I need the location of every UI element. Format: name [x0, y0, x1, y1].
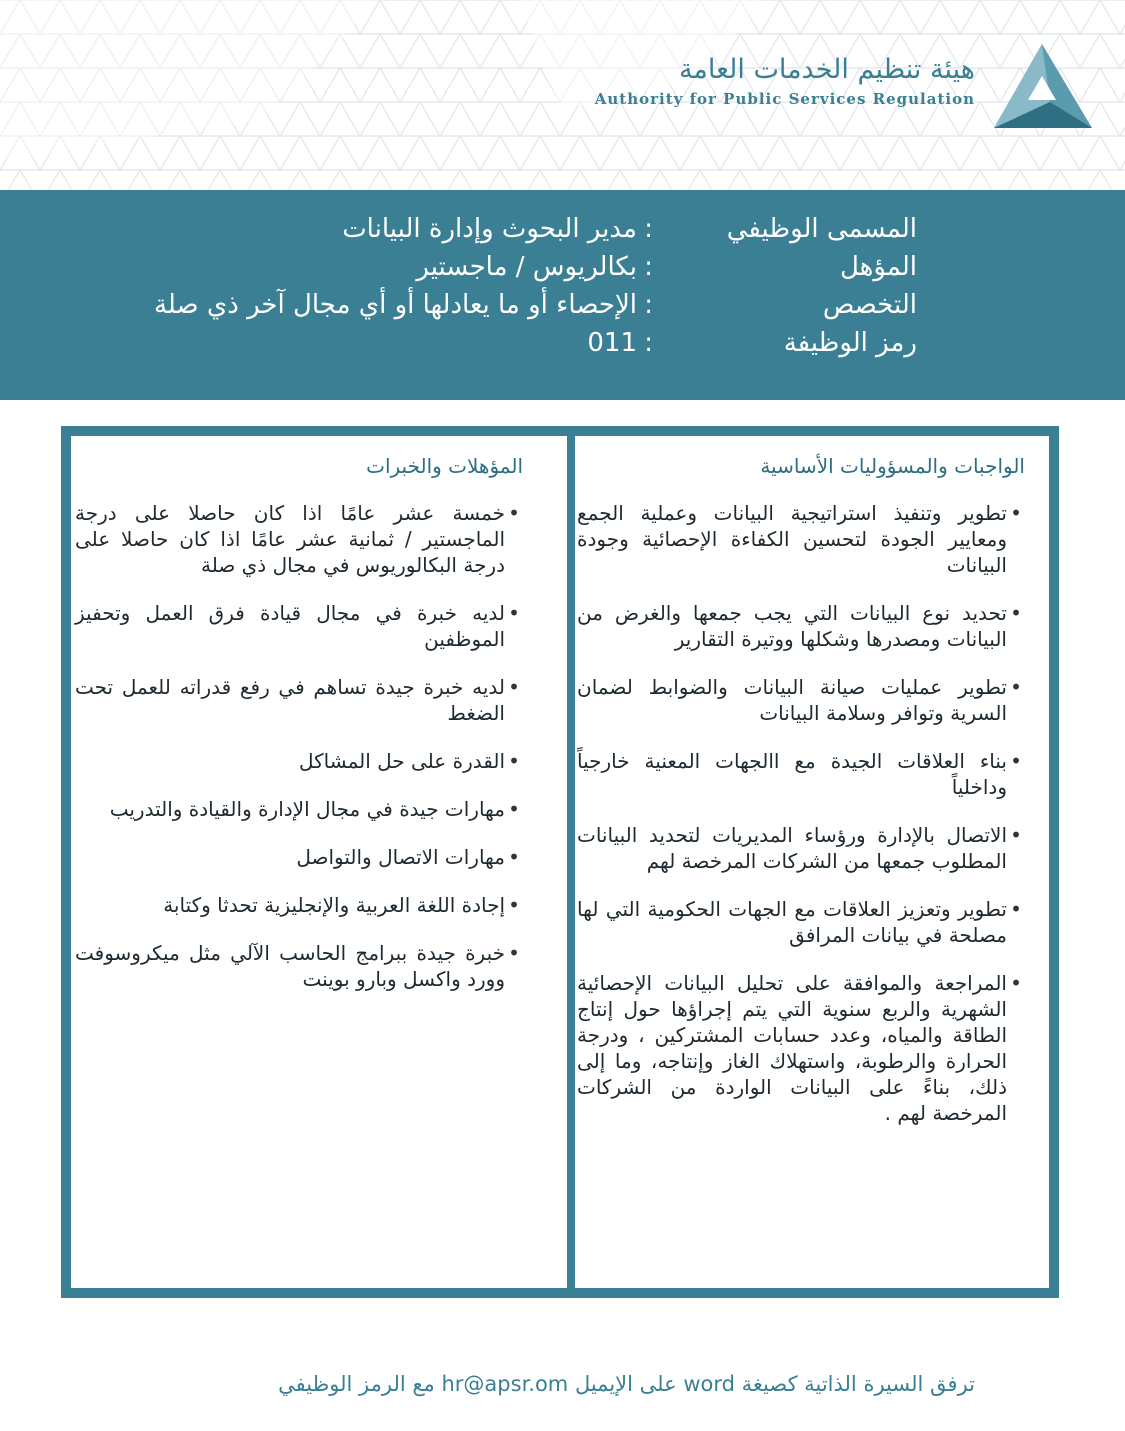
qualification-text: لديه خبرة جيدة تساهم في رفع قدراته للعمل تحت الضغط: [75, 675, 505, 725]
job-code-row: [0, 328, 1125, 366]
duties-title: الواجبات والمسؤوليات الأساسية: [760, 454, 1025, 478]
job-title-row: [0, 214, 1125, 252]
list-item: [75, 892, 523, 918]
duty-text: تطوير وتنفيذ استراتيجية البيانات وعملية الجمع ومعايير الجودة لتحسين الكفاءة الإحصائية وجودة البيانات: [577, 501, 1007, 577]
list-item: [577, 822, 1025, 874]
qualifications-title: المؤهلات والخبرات: [366, 454, 523, 478]
list-item: [577, 500, 1025, 578]
column-divider: [567, 436, 575, 1288]
list-item: [577, 600, 1025, 652]
list-item: [75, 674, 523, 726]
list-item: [577, 896, 1025, 948]
qualification-text: إجادة اللغة العربية والإنجليزية تحدثا وكتابة: [163, 893, 505, 917]
colon: :: [644, 214, 653, 244]
qualification-text: القدرة على حل المشاكل: [298, 749, 505, 773]
list-item: [577, 970, 1025, 1126]
job-title-value: مدير البحوث وإدارة البيانات: [342, 214, 637, 244]
duty-text: المراجعة والموافقة على تحليل البيانات الإحصائية الشهرية والربع سنوية التي يتم إجراؤها حول إنتاج الطاقة والمياه، وعدد حسابات المشتركين ، ودرجة الحرارة والرطوبة، واستهلاك الغاز وإنتاجه، وما إلى ذلك، بناءً على البيانات الواردة من الشركات المرخصة لهم .: [577, 971, 1007, 1125]
specialization-row: [0, 290, 1125, 328]
details-box: [61, 426, 1059, 1298]
qualification-value: بكالريوس / ماجستير: [416, 252, 637, 282]
bullet-icon: •: [508, 601, 520, 625]
bullet-icon: •: [1010, 823, 1022, 847]
qualification-text: لديه خبرة في مجال قيادة فرق العمل وتحفيز الموظفين: [75, 601, 505, 651]
duty-text: الاتصال بالإدارة ورؤساء المديريات لتحديد البيانات المطلوب جمعها من الشركات المرخصة لهم: [577, 823, 1007, 873]
bullet-icon: •: [508, 797, 520, 821]
bullet-icon: •: [1010, 501, 1022, 525]
bullet-icon: •: [508, 893, 520, 917]
job-title-label: المسمى الوظيفي: [726, 214, 917, 244]
qualification-text: خبرة جيدة ببرامج الحاسب الآلي مثل ميكروسوفت وورد واكسل وبارو بوينت: [75, 941, 505, 991]
bullet-icon: •: [508, 749, 520, 773]
duty-text: تطوير وتعزيز العلاقات مع الجهات الحكومية التي لها مصلحة في بيانات المرافق: [577, 897, 1007, 947]
qualification-row: [0, 252, 1125, 290]
bullet-icon: •: [1010, 749, 1022, 773]
duty-text: بناء العلاقات الجيدة مع االجهات المعنية خارجياً وداخلياً: [577, 749, 1007, 799]
organization-name-english: Authority for Public Services Regulation: [594, 90, 975, 108]
colon: :: [644, 328, 653, 358]
bullet-icon: •: [508, 501, 520, 525]
job-code-value: 011: [587, 328, 637, 358]
list-item: [75, 500, 523, 578]
list-item: [75, 844, 523, 870]
header: [0, 0, 1125, 190]
triangle-logo-icon: [990, 42, 1094, 132]
job-info-band: [0, 190, 1125, 400]
specialization-label: التخصص: [822, 290, 917, 320]
list-item: [75, 600, 523, 652]
qualification-text: مهارات جيدة في مجال الإدارة والقيادة والتدريب: [109, 797, 505, 821]
job-code-label: رمز الوظيفة: [783, 328, 917, 358]
list-item: [577, 748, 1025, 800]
bullet-icon: •: [1010, 675, 1022, 699]
duties-column: [577, 436, 1025, 1148]
list-item: [75, 940, 523, 992]
organization-name-arabic: هيئة تنظيم الخدمات العامة: [678, 54, 975, 85]
colon: :: [644, 290, 653, 320]
application-instructions: ترفق السيرة الذاتية كصيغة word على الإيميل hr@apsr.om مع الرمز الوظيفي: [278, 1372, 975, 1396]
list-item: [75, 748, 523, 774]
bullet-icon: •: [1010, 601, 1022, 625]
specialization-value: الإحصاء أو ما يعادلها أو أي مجال آخر ذي صلة: [153, 290, 637, 320]
footer: [0, 1370, 1125, 1410]
list-item: [577, 674, 1025, 726]
duty-text: تحديد نوع البيانات التي يجب جمعها والغرض من البيانات ومصدرها وشكلها ووتيرة التقارير: [577, 601, 1007, 651]
qualification-text: خمسة عشر عامًا اذا كان حاصلا على درجة الماجستير / ثمانية عشر عامًا اذا كان حاصلا على درجة البكالوريوس في مجال ذي صلة: [75, 501, 505, 577]
bullet-icon: •: [508, 845, 520, 869]
qualifications-column: [75, 436, 523, 1014]
duty-text: تطوير عمليات صيانة البيانات والضوابط لضمان السرية وتوافر وسلامة البيانات: [577, 675, 1007, 725]
qualification-text: مهارات الاتصال والتواصل: [296, 845, 505, 869]
qualification-label: المؤهل: [839, 252, 917, 282]
bullet-icon: •: [508, 675, 520, 699]
bullet-icon: •: [508, 941, 520, 965]
list-item: [75, 796, 523, 822]
bullet-icon: •: [1010, 971, 1022, 995]
bullet-icon: •: [1010, 897, 1022, 921]
colon: :: [644, 252, 653, 282]
